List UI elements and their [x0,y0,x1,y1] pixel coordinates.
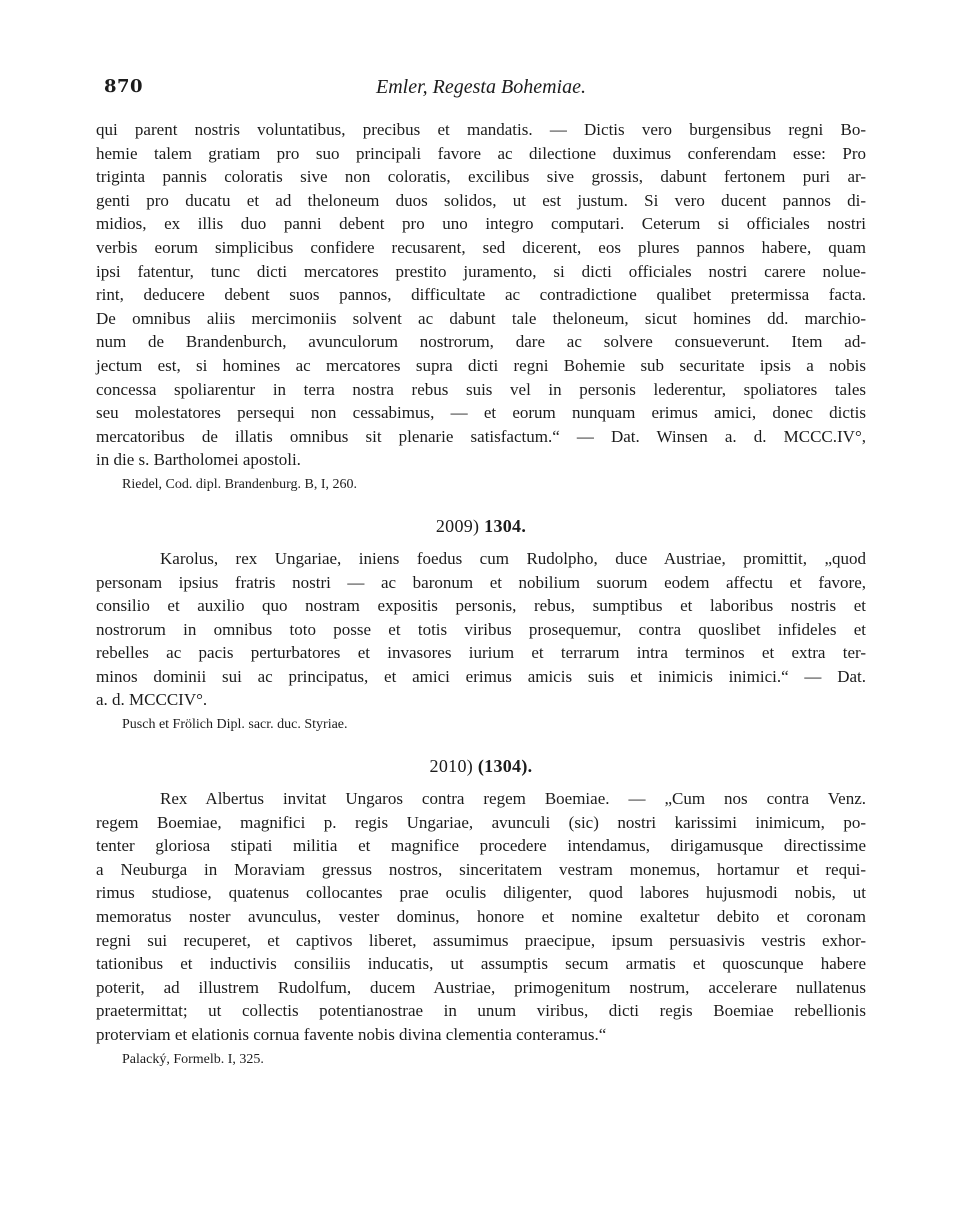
text-line: a. d. MCCCIV°. [96,690,208,710]
entry-heading [96,756,866,777]
text-line: memoratus noster avunculus, vester dominus, honore et nomine exaltetur debito et coronam [96,907,866,927]
text-line: Karolus, rex Ungariae, iniens foedus cum Rudolpho, duce Austriae, promittit, „quod [160,548,866,568]
text-line: concessa spoliarentur in terra nostra rebus suis vel in personis lederentur, spoliatores tales [96,379,866,399]
text-line: rimus studiose, quatenus collocantes prae oculis diligenter, quod labores hujusmodi nobis, ut [96,883,866,903]
entry-2009 [96,516,866,736]
page-number: 870 [104,76,144,97]
text-line: mercatoribus de illatis omnibus sit plenarie satisfactum.“ — Dat. Winsen a. d. MCCC.IV°, [96,426,866,446]
entry-continued [96,118,866,496]
document-page [96,72,866,1071]
entry-year: (1304). [477,756,533,777]
entry-number: 2009) [435,515,480,536]
text-line: proterviam et elationis cornua favente nobis divina clementia conteramus.“ [96,1025,607,1044]
text-line: poterit, ad illustrem Rudolfum, ducem Austriae, primogenitum nostrum, accelerare nullatenus [96,977,866,997]
text-line: rebelles ac pacis perturbatores et invasores iurium et terrarum intra terminos et extra ter- [96,643,866,663]
source-citation: Pusch et Frölich Dipl. sacr. duc. Styriae. [122,717,348,733]
text-line: nostrorum in omnibus toto posse et totis viribus prosequemur, contra quoslibet infideles et [96,619,866,639]
entry-continued-text [96,118,866,472]
text-line: minos dominii sui ac principatus, et amici erimus amicis suis et inimicis inimici.“ — Dat. [96,666,866,686]
text-line: midios, ex illis duo panni debent pro uno integro computari. Ceterum si officiales nostri [96,214,866,234]
source-citation: Riedel, Cod. dipl. Brandenburg. B, I, 260. [122,476,357,492]
text-line: regem Boemiae, magnifici p. regis Ungariae, avunculi (sic) nostri karissimi inimicum, po- [96,812,866,832]
running-header [96,72,866,106]
text-line: tenter gloriosa stipati militia et magnifice procedere intendamus, dirigamusque directissime [96,836,866,856]
text-line: ipsi fatentur, tunc dicti mercatores prestito juramento, si dicti officiales nostri carere nolue- [96,261,866,281]
text-line: rint, deducere debent suos pannos, difficultate ac contradictione qualibet pretermissa facta. [96,285,866,305]
text-line: a Neuburga in Moraviam gressus nostros, sinceritatem vestram monemus, hortamur et requi- [96,859,866,879]
text-line: jectum est, si homines ac mercatores supra dicti regni Bohemie sub securitate ipsis a nobis [96,355,866,375]
text-line: regni sui recuperet, et captivos liberet, assumimus praecipue, ipsum persuasivis vestris exhor- [96,930,866,950]
text-line: seu molestatores persequi non cessabimus, — et eorum nunquam erimus amici, donec dictis [96,403,866,423]
text-line: triginta pannis coloratis sive non coloratis, excilibus sive grossis, dabunt fertonem puri ar- [96,167,866,187]
text-line: in die s. Bartholomei apostoli. [96,450,301,470]
entry-text [96,547,866,712]
entry-heading [96,516,866,537]
text-line: genti pro ducatu et ad theloneum duos solidos, ut est justum. Si vero ducent pannos di- [96,190,866,210]
text-line: personam ipsius fratris nostri — ac baronum et nobilium suorum eodem affectu et favore, [96,572,866,592]
text-line: tationibus et inductivis consiliis inducatis, ut assumptis secum armatis et quoscunque habere [96,954,866,974]
text-line: Rex Albertus invitat Ungaros contra regem Boemiae. — „Cum nos contra Venz. [160,789,866,809]
text-line: num de Brandenburch, avunculorum nostrorum, dare ac solvere consueverunt. Item ad- [96,332,866,352]
text-line: hemie talem gratiam pro suo principali favore ac dilectione duximus conferendam esse: Pro [96,143,866,163]
running-title: Emler, Regesta Bohemiae. [376,76,586,98]
entry-2010 [96,756,866,1071]
entry-number: 2010) [429,756,474,777]
text-line: verbis eorum simplicibus confidere recusarent, sed dicerent, eos plures pannos habere, quam [96,237,866,257]
entry-text [96,787,866,1047]
text-line: praetermittat; ut collectis potentianostrae in unum viribus, dicti regis Boemiae rebellionis [96,1001,866,1021]
entry-year: 1304. [484,515,527,536]
text-line: De omnibus aliis mercimoniis solvent ac dabunt tale theloneum, sicut homines dd. marchio- [96,308,866,328]
text-line: consilio et auxilio quo nostram expositis personis, rebus, sumptibus et laboribus nostris et [96,596,866,616]
text-line: qui parent nostris voluntatibus, precibus et mandatis. — Dictis vero burgensibus regni Bo- [96,120,866,139]
source-citation: Palacký, Formelb. I, 325. [122,1051,264,1067]
